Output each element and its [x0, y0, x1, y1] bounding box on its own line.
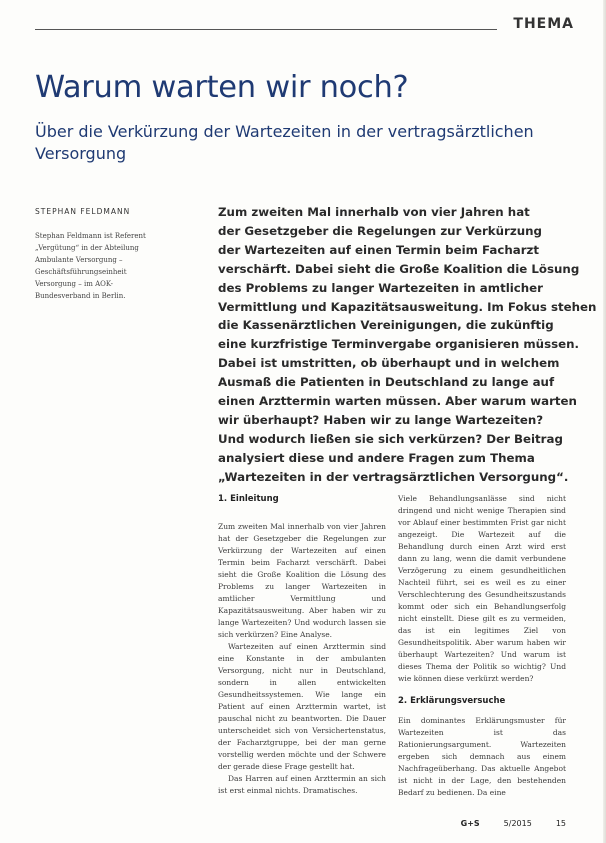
- section-heading-explanations: 2. Erklärungsversuche: [398, 696, 506, 706]
- header-rule: [35, 29, 497, 30]
- lead-line: einen Arzttermin warten müssen. Aber warum warten: [218, 394, 577, 409]
- author-bio: Stephan Feldmann ist Referent „Vergütung“ in der Abteilung Ambulante Versorgung – Geschäftsführungseinheit Versorgung – im AOK-Bundesverband in Berlin.: [35, 232, 146, 300]
- lead-line: Vermittlung und Kapazitätsausweitung. Im Fokus stehen: [218, 299, 597, 314]
- page-number: 15: [555, 819, 566, 828]
- body-paragraph: Wartezeiten auf einen Arzttermin sind eine Konstante in der ambulanten Versorgung, nicht nur in Deutschland, sondern in allen entwickelten Gesundheitssystemen. Wie lange ein Patient auf einen Arzttermin wartet, ist pauschal nicht zu beantworten. Die Dauer unterscheidet sich von Versichertenstatus, der Facharztgruppe, bei der man gerne vorstellig werden möchte und der Schwere der gerade diese Frage gestellt hat.: [218, 642, 386, 771]
- body-paragraph: Viele Behandlungsanlässe sind nicht dringend und nicht wenige Therapien sind vor Ablauf einer bestimmten Frist gar nicht angezeigt. Die Wartezeit auf die Behandlung durch einen Arzt wird erst dann zu lang, wenn die damit verbundene Verzögerung zu einem gesundheitlichen Nachteil führt, sei es weil es zu einer Verschlechterung des Gesundheitszustands kommt oder sich ein Behandlungserfolg nicht einstellt. Diese gilt es zu vermeiden, das ist ein legitimes Ziel von Gesundheitspolitik. Aber warum haben wir überhaupt Wartezeiten? Und warum ist dieses Thema der Politik so wichtig? Und wie können diese verkürzt werden?: [398, 494, 566, 683]
- lead-line: Dabei ist umstritten, ob überhaupt und in welchem: [218, 356, 560, 371]
- article-title: Warum warten wir noch?: [35, 70, 409, 105]
- body-paragraph: Das Harren auf einen Arzttermin an sich ist erst einmal nichts. Dramatisches.: [218, 774, 386, 795]
- author-name: STEPHAN FELDMANN: [35, 207, 131, 216]
- lead-paragraph: [218, 203, 597, 487]
- section-heading-introduction: 1. Einleitung: [218, 494, 279, 504]
- lead-line: verschärft. Dabei sieht die Große Koalition die Lösung: [218, 261, 580, 276]
- lead-line: eine kurzfristige Terminvergabe organisieren müssen.: [218, 337, 580, 352]
- article-subtitle: Über die Verkürzung der Wartezeiten in der vertragsärztlichen Versorgung: [35, 122, 534, 163]
- lead-line: analysiert diese und andere Fragen zum Thema: [218, 450, 535, 465]
- lead-line: Ausmaß die Patienten in Deutschland zu lange auf: [218, 375, 555, 390]
- journal-name: G+S: [460, 819, 480, 828]
- body-column-right: [398, 493, 566, 799]
- lead-line: Zum zweiten Mal innerhalb von vier Jahren hat: [218, 205, 530, 219]
- lead-line: Und wodurch ließen sie sich verkürzen? Der Beitrag: [218, 431, 563, 446]
- lead-line: des Problems zu langer Wartezeiten in amtlicher: [218, 280, 544, 295]
- lead-line: „Wartezeiten in der vertragsärztlichen Versorgung“.: [218, 469, 569, 484]
- lead-line: der Wartezeiten auf einen Termin beim Facharzt: [218, 242, 540, 257]
- section-tag: THEMA: [513, 16, 574, 32]
- body-paragraph: Zum zweiten Mal innerhalb von vier Jahren hat der Gesetzgeber die Regelungen zur Verkürzung der Wartezeiten auf einen Termin beim Facharzt verschärft. Dabei sieht die Große Koalition die Lösung des Problems zu langer Wartezeiten in amtlicher Vermittlung und Kapazitätsausweitung. Aber haben wir zu lange Wartezeiten? Und wodurch lassen sie sich verkürzen? Eine Analyse.: [218, 522, 386, 639]
- lead-line: der Gesetzgeber die Regelungen zur Verkürzung: [218, 223, 542, 238]
- lead-line: die Kassenärztlichen Vereinigungen, die zukünftig: [218, 318, 554, 333]
- issue-number: 5/2015: [503, 819, 532, 828]
- body-paragraph: Ein dominantes Erklärungsmuster für Wartezeiten ist das Rationierungsargument. Wartezeiten ergeben sich demnach aus einem Nachfrageüberhang. Das aktuelle Angebot ist nicht in der Lage, den bestehenden Bedarf zu bedienen. Da eine: [398, 716, 566, 797]
- lead-line: wir überhaupt? Haben wir zu lange Wartezeiten?: [218, 412, 544, 427]
- page-footer: [461, 819, 566, 828]
- body-column-left: [218, 493, 386, 797]
- paragraph-spacer: [398, 685, 566, 695]
